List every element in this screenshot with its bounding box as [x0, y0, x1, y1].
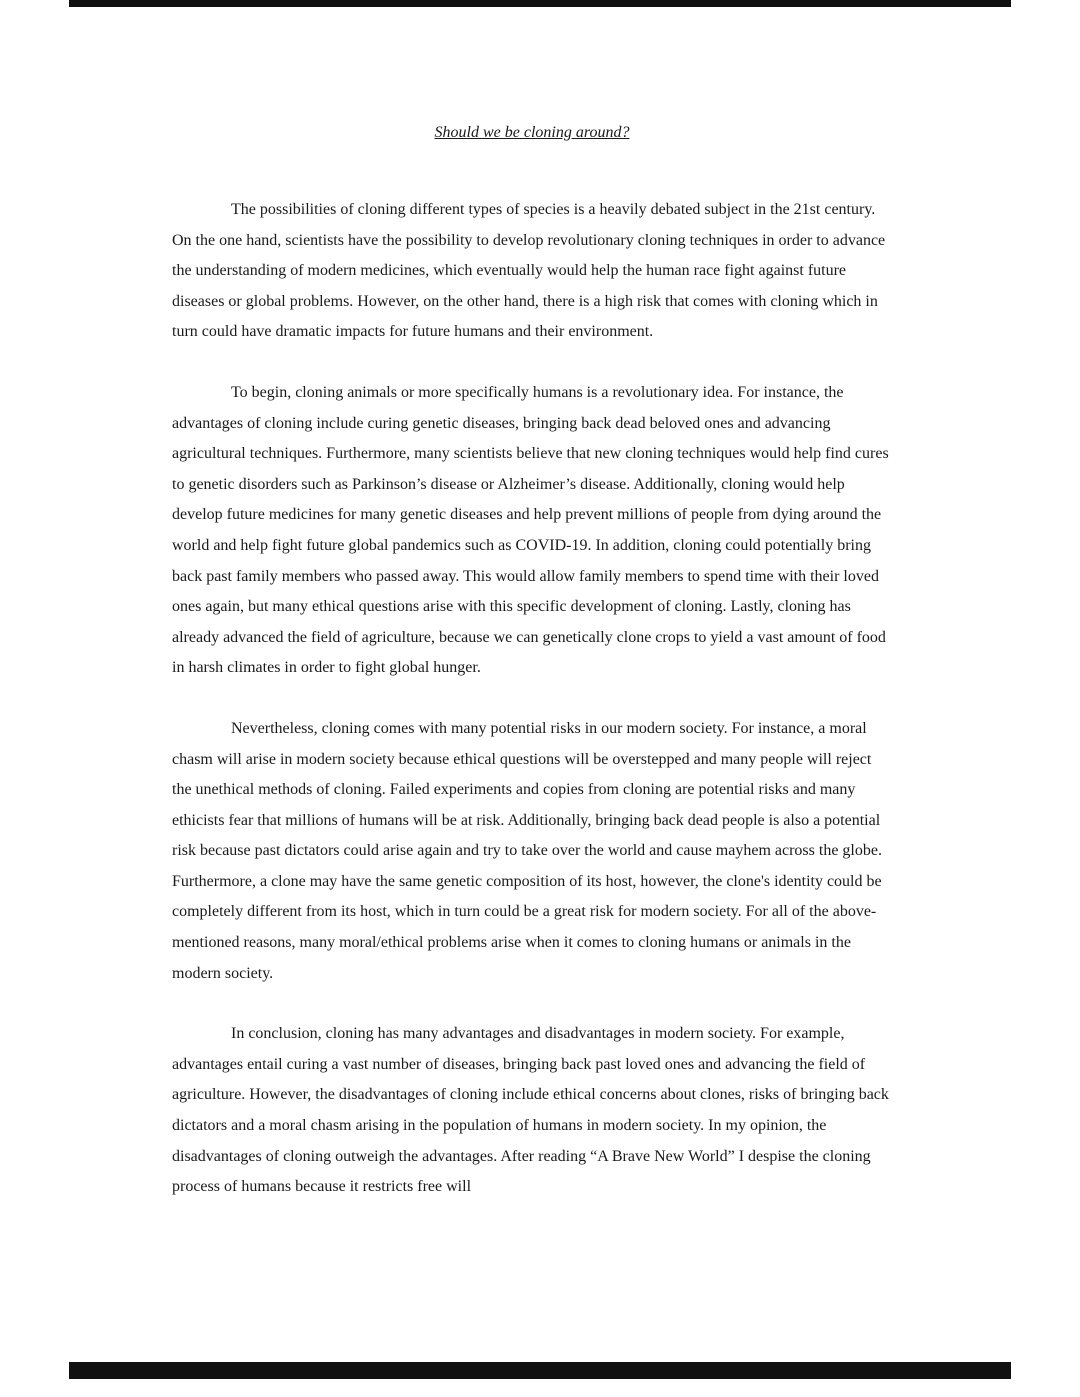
paragraph-conclusion: In conclusion, cloning has many advantages and disadvantages in modern society. For example, advantages entail curing a vast number of diseases, bringing back past loved ones and advancing the field of agriculture. However, the disadvantages of cloning include ethical concerns about clones, risks of bringing back dictators and a moral chasm arising in the population of humans in modern society. In my opinion, the disadvantages of cloning outweigh the advantages. After reading “A Brave New World” I despise the cloning process of humans because it restricts free will: [172, 1025, 889, 1196]
document-title: Should we be cloning around?: [434, 124, 630, 141]
paragraph-introduction: The possibilities of cloning different types of species is a heavily debated subject in the 21st century. On the one hand, scientists have the possibility to develop revolutionary cloning techniques in order to advance the understanding of modern medicines, which eventually would help the human race fight against future diseases or global problems. However, on the other hand, there is a high risk that comes with cloning which in turn could have dramatic impacts for future humans and their environment.: [172, 201, 886, 341]
paragraph-advantages: To begin, cloning animals or more specifically humans is a revolutionary idea. For instance, the advantages of cloning include curing genetic diseases, bringing back dead beloved ones and advancing agricultural techniques. Furthermore, many scientists believe that new cloning techniques would help find cures to genetic disorders such as Parkinson’s disease or Alzheimer’s disease. Additionally, cloning would help develop future medicines for many genetic diseases and help prevent millions of people from dying around the world and help fight future global pandemics such as COVID-19. In addition, cloning could potentially bring back past family members who passed away. This would allow family members to spend time with their loved ones again, but many ethical questions arise with this specific development of cloning. Lastly, cloning has already advanced the field of agriculture, because we can genetically clone crops to yield a vast amount of food in harsh climates in order to fight global hunger.: [172, 383, 889, 677]
document-page: [172, 118, 892, 1203]
top-border-bar: [69, 0, 1011, 7]
bottom-border-bar: [69, 1362, 1011, 1379]
paragraph-risks: Nevertheless, cloning comes with many potential risks in our modern society. For instance, a moral chasm will arise in modern society because ethical questions will be overstepped and many people will reject the unethical methods of cloning. Failed experiments and copies from cloning are potential risks and many ethicists fear that millions of humans will be at risk. Additionally, bringing back dead people is also a potential risk because past dictators could arise again and try to take over the world and cause mayhem across the globe. Furthermore, a clone may have the same genetic composition of its host, however, the clone's identity could be completely different from its host, which in turn could be a great risk for modern society. For all of the above-mentioned reasons, many moral/ethical problems arise when it comes to cloning humans or animals in the modern society.: [172, 719, 882, 982]
